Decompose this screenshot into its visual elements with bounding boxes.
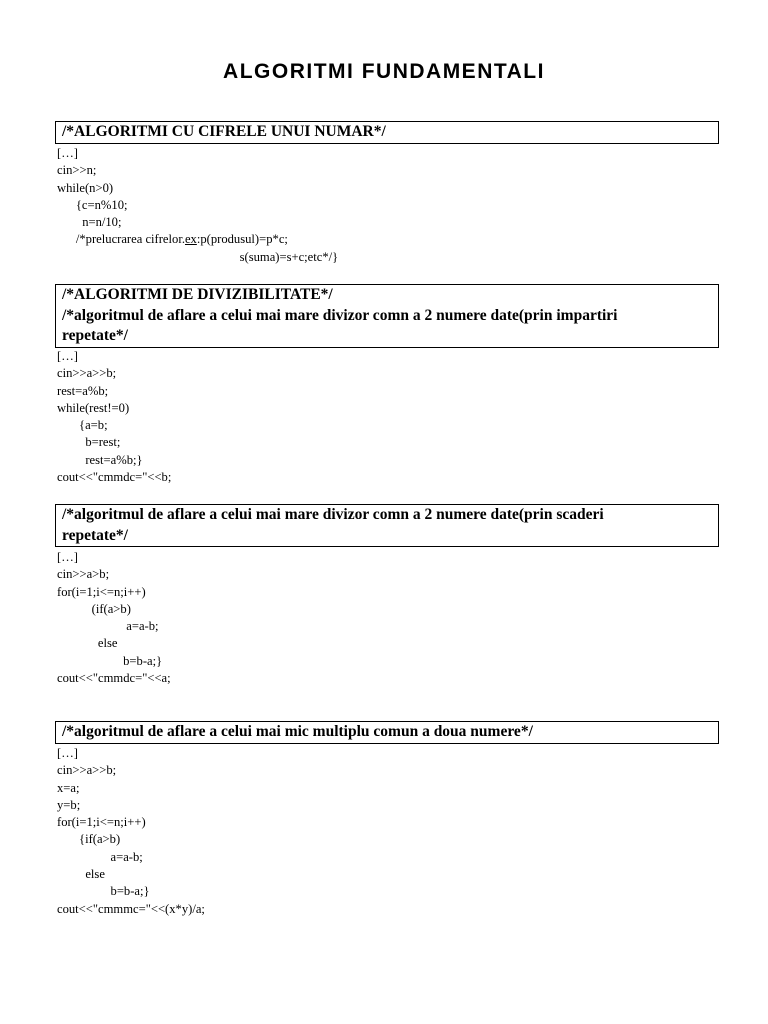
code-line: while(rest!=0) xyxy=(57,400,130,415)
code-line: while(n>0) xyxy=(57,180,114,195)
code-line: b=b-a;} xyxy=(57,653,163,668)
page-title: ALGORITMI FUNDAMENTALI xyxy=(223,60,545,83)
code-line: n=n/10; xyxy=(57,215,122,230)
code-line: s(suma)=s+c;etc*/} xyxy=(57,249,339,264)
code-line: cin>>a>>b; xyxy=(57,366,117,381)
section-header-line: /*ALGORITMI DE DIVIZIBILITATE*/ xyxy=(62,286,333,303)
section-header-line: /*algoritmul de aflare a celui mai mare divizor comn a 2 numere date(prin scaderi xyxy=(62,506,604,523)
code-line: (if(a>b) xyxy=(57,601,131,616)
code-line: for(i=1;i<=n;i++) xyxy=(57,815,146,830)
code-line: cin>>a>>b; xyxy=(57,763,117,778)
code-line: cout<<"cmmdc="<<b; xyxy=(57,470,172,485)
code-line: x=a; xyxy=(57,780,80,795)
code-line: y=b; xyxy=(57,797,81,812)
code-comment-line xyxy=(57,231,338,248)
code-line: cout<<"cmmmc="<<(x*y)/a; xyxy=(57,901,205,916)
code-line: b=rest; xyxy=(57,435,121,450)
code-line: […] xyxy=(57,550,78,564)
section-header-line: repetate*/ xyxy=(62,526,128,544)
code-line: […] xyxy=(57,146,78,160)
code-block-gcd-division xyxy=(57,348,171,486)
code-block-lcm xyxy=(57,745,205,918)
section-header-line: /*algoritmul de aflare a celui mai mic multiplu comun a doua numere*/ xyxy=(62,723,533,740)
code-block-gcd-subtraction xyxy=(57,549,171,687)
code-line: rest=a%b;} xyxy=(57,452,143,467)
code-line: for(i=1;i<=n;i++) xyxy=(57,584,146,599)
code-line: b=b-a;} xyxy=(57,884,150,899)
code-line: […] xyxy=(57,349,78,363)
comment-text: :p(produsul)=p*c; xyxy=(196,232,288,247)
section-header-gcd-subtraction xyxy=(55,504,719,547)
code-line: […] xyxy=(57,746,78,760)
section-header-line: repetate*/ xyxy=(62,327,128,344)
code-line: cin>>a>b; xyxy=(57,567,110,582)
code-line: else xyxy=(57,867,105,882)
code-line: cout<<"cmmdc="<<a; xyxy=(57,671,171,686)
code-line: {c=n%10; xyxy=(57,197,128,212)
section-header-divisibility xyxy=(55,284,719,348)
code-block-digits xyxy=(57,145,338,266)
code-line: a=a-b; xyxy=(57,849,143,864)
code-line: rest=a%b; xyxy=(57,383,109,398)
code-line: cin>>n; xyxy=(57,163,97,178)
code-line: else xyxy=(57,636,118,651)
section-header-lcm xyxy=(55,721,719,744)
code-line: {if(a>b) xyxy=(57,832,121,847)
section-header-digits xyxy=(55,121,719,144)
comment-text: /*prelucrarea cifrelor. xyxy=(57,232,185,247)
section-header-line: /*ALGORITMI CU CIFRELE UNUI NUMAR*/ xyxy=(62,123,386,140)
code-line: {a=b; xyxy=(57,418,108,433)
comment-ex-underlined: ex xyxy=(184,232,197,247)
code-line: a=a-b; xyxy=(57,619,159,634)
section-header-line: /*algoritmul de aflare a celui mai mare divizor comn a 2 numere date(prin impartiri xyxy=(62,306,618,324)
